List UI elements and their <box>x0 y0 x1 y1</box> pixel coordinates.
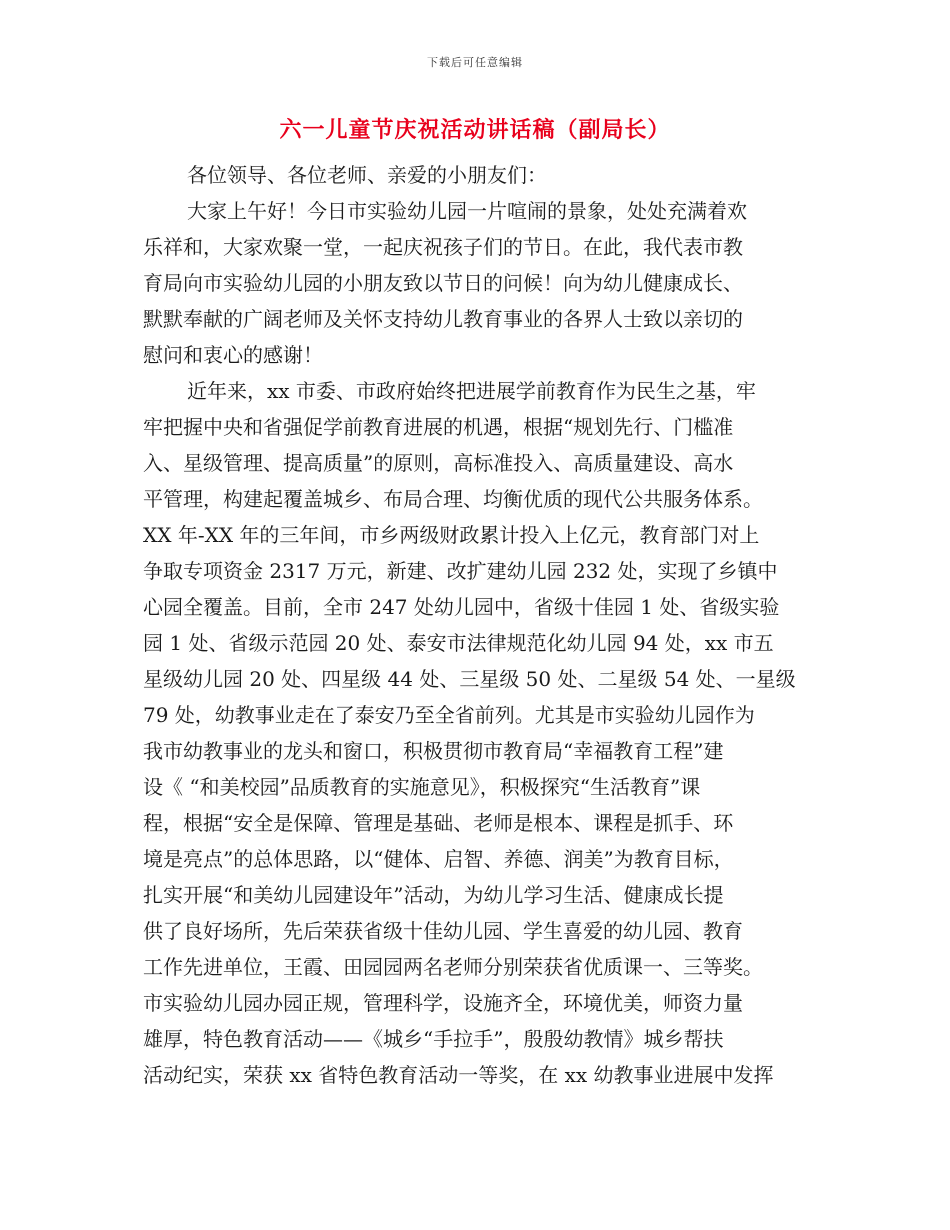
speech-body <box>143 157 807 1093</box>
paragraph-line: XX 年-XX 年的三年间，市乡两级财政累计投入上亿元，教育部门对上 <box>143 523 760 547</box>
paragraph-line: 雄厚，特色教育活动——《城乡“手拉手”，殷殷幼教情》城乡帮扶 <box>143 1027 724 1051</box>
paragraph-line: 供了良好场所，先后荣获省级十佳幼儿园、学生喜爱的幼儿园、教育 <box>143 919 743 943</box>
paragraph-line: 园 1 处、省级示范园 20 处、泰安市法律规范化幼儿园 94 处，xx 市五 <box>143 631 774 655</box>
paragraph-line: 境是亮点”的总体思路，以“健体、启智、养德、润美”为教育目标， <box>143 847 734 871</box>
paragraph-line: 我市幼教事业的龙头和窗口，积极贯彻市教育局“幸福教育工程”建 <box>143 739 724 763</box>
paragraph-line: 近年来，xx 市委、市政府始终把进展学前教育作为民生之基，牢 <box>187 379 756 403</box>
paragraph-line: 79 处，幼教事业走在了泰安乃至全省前列。尤其是市实验幼儿园作为 <box>143 703 755 727</box>
header-note: 下载后可任意编辑 <box>427 56 523 69</box>
paragraph-line: 入、星级管理、提高质量”的原则，高标准投入、高质量建设、高水 <box>143 451 734 475</box>
paragraph-line: 乐祥和，大家欢聚一堂，一起庆祝孩子们的节日。在此，我代表市教 <box>143 235 743 259</box>
paragraph-line: 牢把握中央和省强促学前教育进展的机遇，根据“规划先行、门槛准 <box>143 415 734 439</box>
paragraph-line: 扎实开展“和美幼儿园建设年”活动，为幼儿学习生活、健康成长提 <box>143 883 724 907</box>
paragraph-line: 慰问和衷心的感谢！ <box>143 343 323 367</box>
paragraph-line: 星级幼儿园 20 处、四星级 44 处、三星级 50 处、二星级 54 处、一星级 <box>143 667 796 691</box>
paragraph-line: 心园全覆盖。目前，全市 247 处幼儿园中，省级十佳园 1 处、省级实验 <box>143 595 780 619</box>
paragraph-line: 工作先进单位，王霞、田园园两名老师分别荣获省优质课一、三等奖。 <box>143 955 763 979</box>
paragraph-line: 活动纪实，荣获 xx 省特色教育活动一等奖，在 xx 幼教事业进展中发挥 <box>143 1063 774 1087</box>
salutation-line: 各位领导、各位老师、亲爱的小朋友们： <box>187 163 547 187</box>
paragraph-line: 平管理，构建起覆盖城乡、布局合理、均衡优质的现代公共服务体系。 <box>143 487 763 511</box>
document-title: 六一儿童节庆祝活动讲话稿（副局长） <box>279 117 671 143</box>
paragraph-line: 大家上午好！今日市实验幼儿园一片喧闹的景象，处处充满着欢 <box>187 199 747 223</box>
paragraph-line: 默默奉献的广阔老师及关怀支持幼儿教育事业的各界人士致以亲切的 <box>143 307 743 331</box>
paragraph-line: 程，根据“安全是保障、管理是基础、老师是根本、课程是抓手、环 <box>143 811 734 835</box>
paragraph-line: 争取专项资金 2317 万元，新建、改扩建幼儿园 232 处，实现了乡镇中 <box>143 559 778 583</box>
paragraph-line: 育局向市实验幼儿园的小朋友致以节日的问候！向为幼儿健康成长、 <box>143 271 743 295</box>
paragraph-line: 设《 “和美校园”品质教育的实施意见》，积极探究“生活教育”课 <box>143 775 701 799</box>
paragraph-line: 市实验幼儿园办园正规，管理科学，设施齐全，环境优美，师资力量 <box>143 991 743 1015</box>
